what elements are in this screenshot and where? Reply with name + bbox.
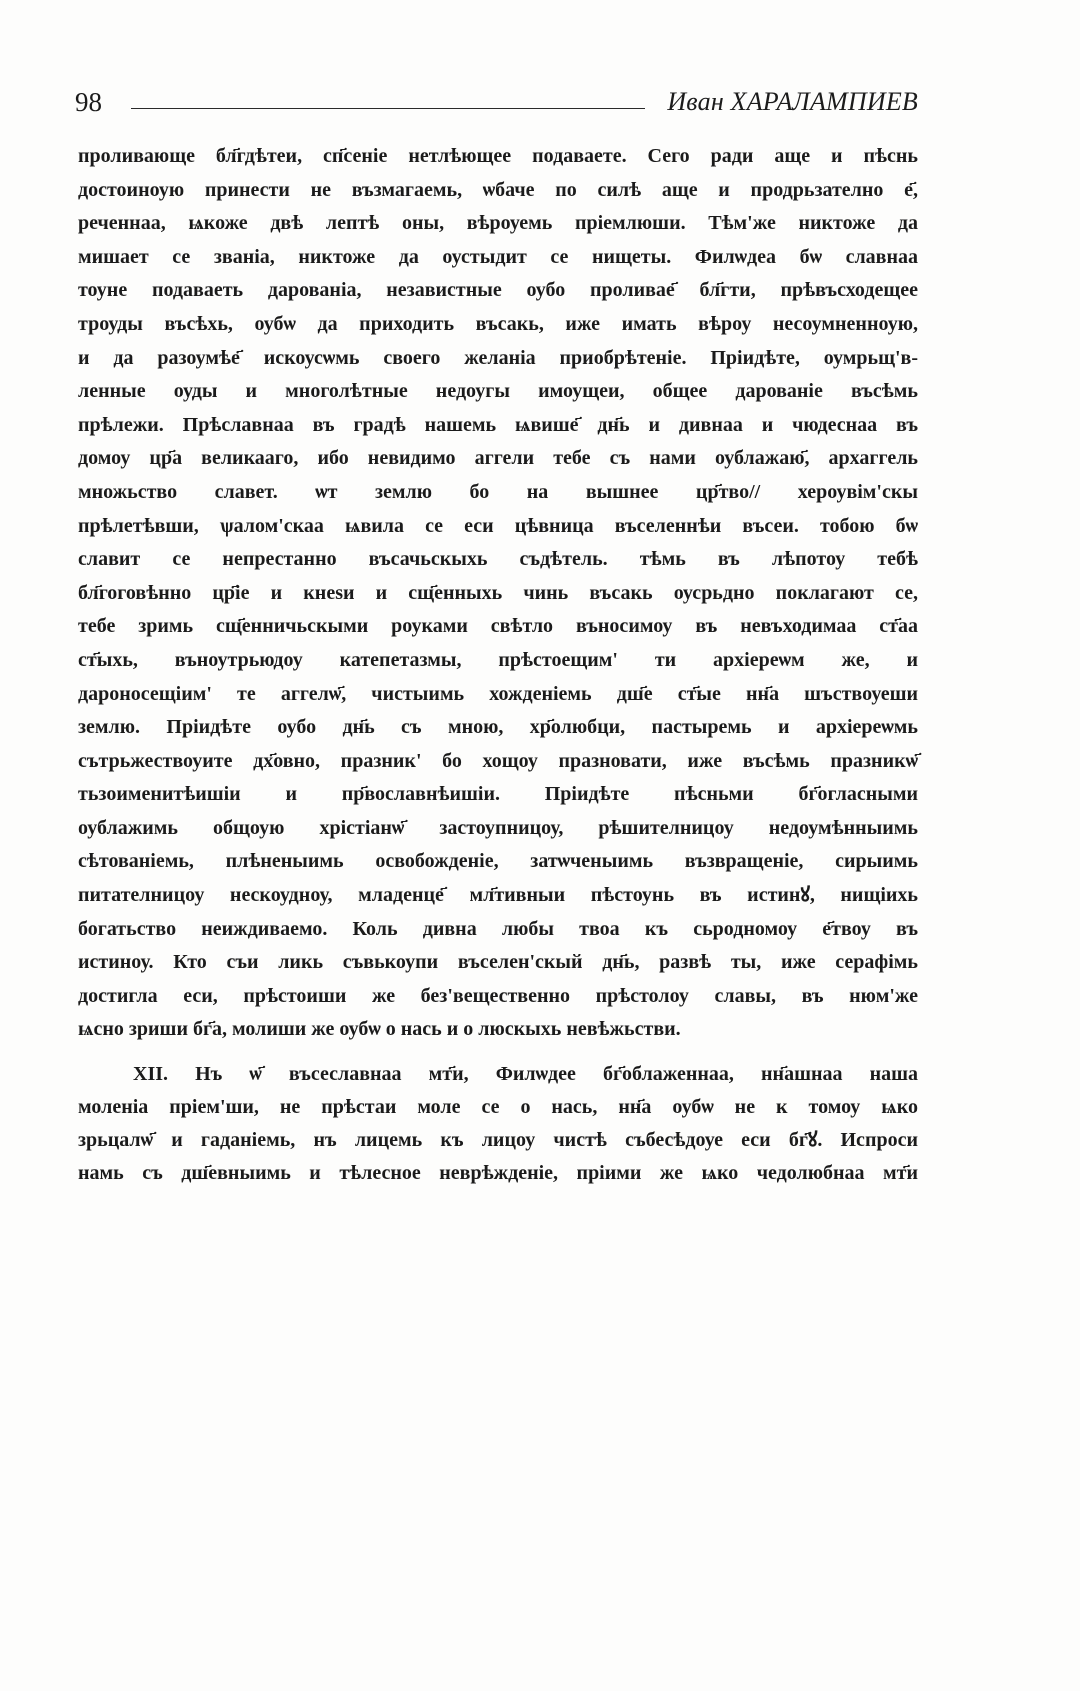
text-line: тоуне подаваеть дарованіа, независтные оубо проливае҃ бл҃гти, прѣвъсходещее — [78, 279, 918, 302]
text-line: реченнаа, ѩкоже двѣ лептѣ оны, вѣроуемь пріемлюши. Тѣм'же никтоже да — [78, 212, 918, 235]
text-line: дароносещіим' те аггелѡ҃, чистыимь хожденіемь дш҃е ст҃ые нн҃а шъствоуеши — [78, 682, 918, 705]
text-line: сѣтованіемь, плѣненыимь освобожденіе, затѡченыимь възвращеніе, сирыимь — [78, 850, 918, 873]
text-line: прѣлетѣвши, ѱалом'скаа ѩвила се еси цѣвница въселеннѣи въсеи. тобою бѡ — [78, 514, 918, 537]
text-line: питателницоу нескоудноу, младенце҃ мл҃тивныи пѣстоунь въ истинꙋ, нищіихь — [78, 884, 918, 907]
text-line: ленные оуды и многолѣтные недоугы имоущеи, общее дарованіе въсѣмь — [78, 380, 918, 403]
text-line: богатьство неиждиваемо. Коль дивна любы твоа къ сьродномоу е҃твоу въ — [78, 917, 918, 940]
text-line: и да разоумѣе҃ искоусѡмь своего желаніа приобрѣтеніе. Пріидѣте, оумрьщ'в- — [78, 346, 918, 369]
text-line: ст҃ыхь, въноутрьюдоу катепетазмы, прѣстоещим' ти архіереѡм же, и — [78, 648, 918, 671]
page-number: 98 — [75, 87, 102, 117]
text-line: проливающе бл҃гдѣтеи, сп҃сеніе нетлѣющее подаваете. Сего ради аще и пѣснь — [78, 145, 918, 167]
text-line: прѣлежи. Прѣславнаа въ градѣ нашемь ѩвише҃ дн҃ь и дивнаа и чюдеснаа въ — [78, 413, 918, 436]
text-line: троуды въсѣхь, оубѡ да приходить въсакь, иже имать вѣроу несоумненноую, — [78, 312, 918, 335]
text-line: домоу цр҃а великааго, ибо невидимо аггели тебе съ нами оублажаю҃, архаггель — [78, 447, 918, 470]
text-line: XII. Нъ ѡ҃ въсеславнаа мт҃и, Филѡдее бг҃облаженнаа, нн҃ашнаа наша — [133, 1063, 918, 1085]
text-line: достигла еси, прѣстоиши же без'вещественно прѣстолоу славы, въ нюм'же — [78, 984, 918, 1007]
text-line: истиноу. Кто съи ликь съвькоупи въселен'скый дн҃ь, развѣ ты, иже серафімь — [78, 951, 918, 974]
text-line: намь съ дш҃евныимь и тѣлесное неврѣжденіе, пріими же ѩко чедолюбнаа мт҃и — [78, 1162, 918, 1184]
text-line: землю. Пріидѣте оубо дн҃ь съ мною, хр҃олюбци, пастыремь и архіереѡмь — [78, 716, 918, 739]
paragraph — [78, 1058, 918, 1190]
running-title: Иван ХАРАЛАМПИЕВ — [667, 87, 918, 116]
text-line: моленіа пріем'ши, не прѣстаи моле се о нась, нн҃а оубѡ не к томоу ѩко — [78, 1096, 918, 1118]
text-line: сътрьжествоуите дх҃овно, празник' бо хощоу празновати, иже въсѣмь празникѡ҃ — [78, 749, 918, 772]
text-line: мишает се званіа, никтоже да оустыдит се нищеты. Филѡдеа бѡ славнаа — [78, 245, 918, 268]
paragraph — [78, 140, 918, 1047]
text-line: тебе зримь сщ҃енничьскыми роуками свѣтло въносимоу въ невъходимаа ст҃аа — [78, 615, 918, 638]
text-line: зрьцалѡ҃ и гаданіемь, нъ лицемь къ лицоу чистѣ събесѣдоуе еси бг҃ꙋ. Испроси — [78, 1129, 918, 1151]
header-rule — [131, 108, 645, 109]
text-line: оублажимь общоую хрістіанѡ҃ застоупницоу, рѣшителницоу недоумѣнныимь — [78, 816, 918, 839]
text-line: славит се непрестанно въсачьскыхь съдѣтель. тѣмь въ лѣпотоу тебѣ — [78, 548, 918, 571]
text-line: достоиноую принести не възмагаемь, ѡбаче по силѣ аще и продрьзателно е҃, — [78, 178, 918, 201]
text-line: множьство славет. ѡт землю бо на вышнее цр҃тво// хероувім'скы — [78, 480, 918, 503]
text-line: бл҃гоговѣнно цр҃іе и кнеѕи и сщ҃енныхь чинь въсакь оусрьдно поклагают се, — [78, 581, 918, 604]
text-line: тьзоименитѣишіи и пр҃вославнѣишіи. Пріидѣте пѣсньми бг҃огласными — [78, 783, 918, 806]
text-line: ѩсно зриши бг҃а, молиши же оубѡ о нась и о люскыхь невѣжьстви. — [78, 1018, 681, 1041]
